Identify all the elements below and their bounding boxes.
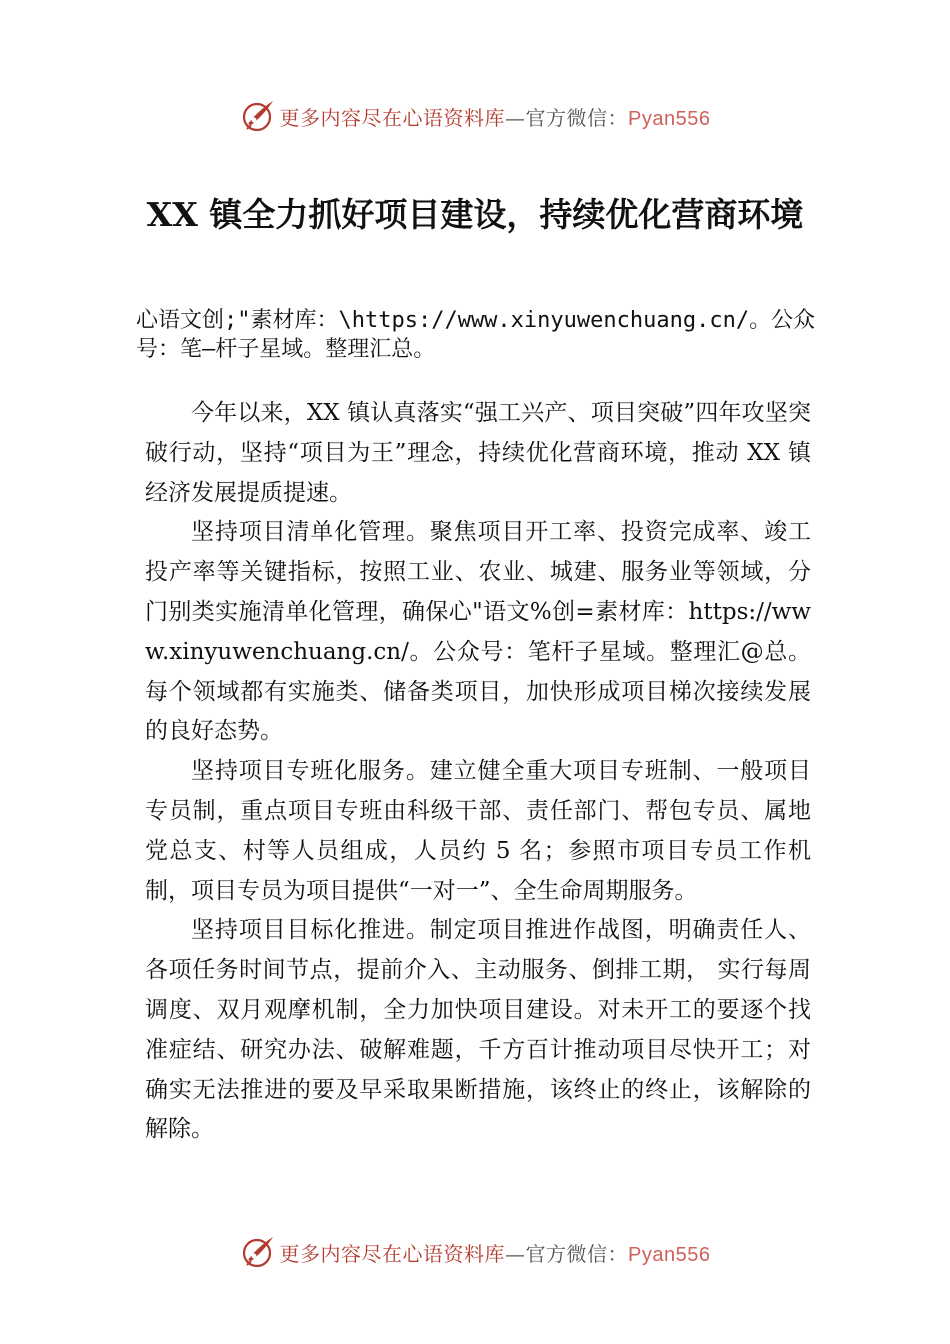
footer-banner	[0, 1232, 950, 1272]
banner-library-text: 更多内容尽在心语资料库	[279, 1241, 506, 1266]
document-body	[145, 394, 811, 1150]
banner-wechat-label: —官方微信：	[505, 105, 629, 130]
banner-text	[280, 102, 711, 131]
quill-pen-logo-icon	[240, 98, 276, 134]
paragraph: 今年以来，XX 镇认真落实“强工兴产、项目突破”四年攻坚突破行动，坚持“项目为王”理念，持续优化营商环境，推动 XX 镇经济发展提质提速。	[145, 400, 811, 506]
banner-wechat-id: Pyan556	[628, 107, 711, 130]
banner-wechat-label: —官方微信：	[505, 1241, 629, 1266]
header-banner	[0, 96, 950, 136]
paragraph: 坚持项目目标化推进。制定项目推进作战图，明确责任人、各项任务时间节点，提前介入、主动服务、倒排工期， 实行每周调度、双月观摩机制，全力加快项目建设。对未开工的要逐个找准症结、研究办法、破解难题，千方百计推动项目尽快开工；对确实无法推进的要及早采取果断措施，该终止的终止，该解除的解除。	[145, 917, 811, 1143]
paragraph: 坚持项目专班化服务。建立健全重大项目专班制、一般项目专员制，重点项目专班由科级干部、责任部门、帮包专员、属地党总支、村等人员组成，人员约 5 名；参照市项目专员工作机制，项目专员为项目提供“一对一”、全生命周期服务。	[145, 758, 811, 904]
paragraph: 坚持项目清单化管理。聚焦项目开工率、投资完成率、竣工投产率等关键指标，按照工业、农业、城建、服务业等领域，分门别类实施清单化管理，确保心"语文%创=素材库：https://www.xinyuwenchuang.cn/。公众号：笔杆子星域。整理汇@总。每个领域都有实施类、储备类项目，加快形成项目梯次接续发展的良好态势。	[145, 519, 811, 745]
quill-pen-logo-icon	[240, 1234, 276, 1270]
document-title: XX 镇全力抓好项目建设，持续优化营商环境	[146, 195, 804, 234]
banner-text	[280, 1238, 711, 1267]
banner-library-text: 更多内容尽在心语资料库	[279, 105, 506, 130]
banner-wechat-id: Pyan556	[628, 1243, 711, 1266]
source-note: 心语文创;"素材库：\https://www.xinyuwenchuang.cn/。公众号：笔—杆子星域。整理汇总。	[136, 308, 816, 362]
